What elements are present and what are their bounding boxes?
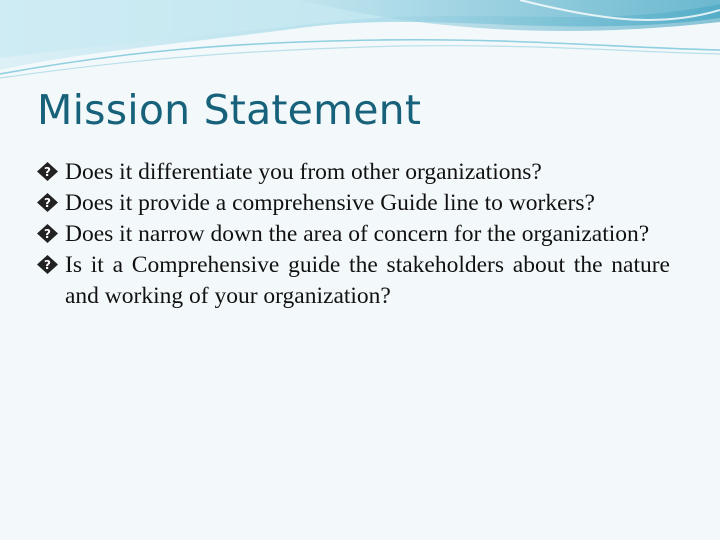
bullet-item <box>36 157 670 188</box>
bullet-text: Does it differentiate you from other organizations? <box>65 159 542 185</box>
bullet-item <box>36 219 670 250</box>
missing-glyph-icon <box>36 254 59 275</box>
missing-glyph-icon <box>36 223 59 244</box>
bullet-text: Does it provide a comprehensive Guide line to workers? <box>65 190 595 216</box>
svg-text:?: ? <box>44 165 51 179</box>
bullet-item <box>36 250 670 312</box>
svg-text:?: ? <box>44 258 51 272</box>
bullet-text: Is it a Comprehensive guide the stakeholders about the nature and working of your organization? <box>65 252 670 309</box>
missing-glyph-icon <box>36 192 59 213</box>
missing-glyph-icon <box>36 161 59 182</box>
header-wave-decoration <box>0 0 720 90</box>
bullet-text: Does it narrow down the area of concern for the organization? <box>65 221 650 247</box>
svg-text:?: ? <box>44 196 51 210</box>
bullet-item <box>36 188 670 219</box>
slide-title: Mission Statement <box>37 86 422 134</box>
bullet-list <box>36 157 670 312</box>
svg-text:?: ? <box>44 227 51 241</box>
